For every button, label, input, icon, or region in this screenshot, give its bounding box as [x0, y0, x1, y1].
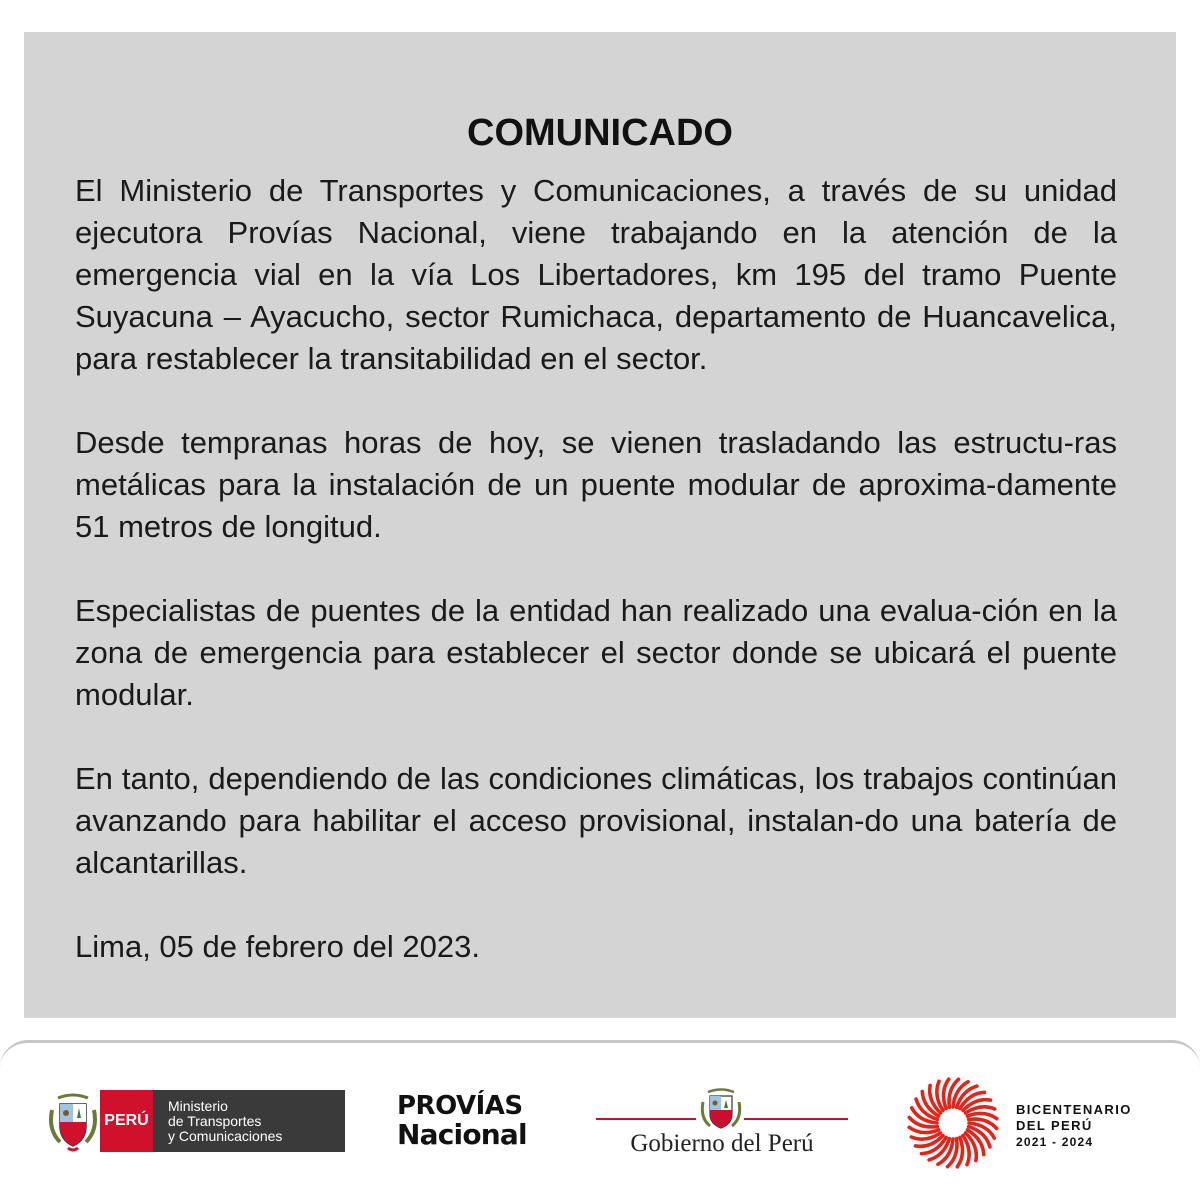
peru-label: PERÚ — [100, 1090, 153, 1152]
provias-line-1: PROVÍAS — [397, 1091, 523, 1121]
communique-body — [75, 170, 1117, 968]
peru-coat-of-arms-icon — [48, 1090, 98, 1152]
bicentennial-sun-icon — [906, 1076, 1000, 1170]
bicentenario-logo — [906, 1076, 1156, 1170]
logo-footer — [0, 1040, 1200, 1200]
ministry-line-1: Ministerio — [168, 1098, 228, 1114]
communique-title: COMUNICADO — [467, 112, 733, 154]
ministry-line-3: y Comunicaciones — [168, 1128, 283, 1144]
bicentenario-text — [1016, 1102, 1132, 1150]
gobierno-text: Gobierno del Perú — [630, 1130, 814, 1157]
gobierno-logo — [596, 1088, 848, 1158]
paragraph-4: En tanto, dependiendo de las condiciones climáticas, los trabajos continúan avanzando para habilitar el acceso provisional, instalan-do una batería de alcantarillas. — [75, 761, 1117, 880]
ministry-line-2: de Transportes — [168, 1113, 262, 1129]
bicentenario-line-1: BICENTENARIO — [1016, 1102, 1132, 1117]
bicentenario-line-3: 2021 - 2024 — [1016, 1135, 1094, 1149]
footer-edge — [0, 1040, 1200, 1068]
gobierno-rule-left — [596, 1118, 696, 1120]
communique-panel — [24, 32, 1176, 1018]
gobierno-rule-right — [744, 1118, 848, 1120]
paragraph-3: Especialistas de puentes de la entidad han realizado una evalua-ción en la zona de emergencia para establecer el sector donde se ubicará el puente modular. — [75, 593, 1117, 712]
provias-line-2: Nacional — [397, 1118, 527, 1151]
peru-coat-of-arms-icon — [700, 1088, 742, 1132]
paragraph-2: Desde tempranas horas de hoy, se vienen trasladando las estructu-ras metálicas para la instalación de un puente modular de aproxima-damente 51 metros de longitud. — [75, 425, 1117, 544]
bicentenario-line-2: DEL PERÚ — [1016, 1118, 1093, 1133]
paragraph-1: El Ministerio de Transportes y Comunicaciones, a través de su unidad ejecutora Provías Nacional, viene trabajando en la atención de la emergencia vial en la vía Los Libertadores, km 195 del tramo Puente Suyacuna – Ayacucho, sector Rumichaca, departamento de Huancavelica, para restablecer la transitabilidad en el sector. — [75, 173, 1117, 376]
ministry-label — [153, 1090, 345, 1152]
provias-logo — [397, 1092, 537, 1150]
signoff-date: Lima, 05 de febrero del 2023. — [75, 929, 480, 964]
